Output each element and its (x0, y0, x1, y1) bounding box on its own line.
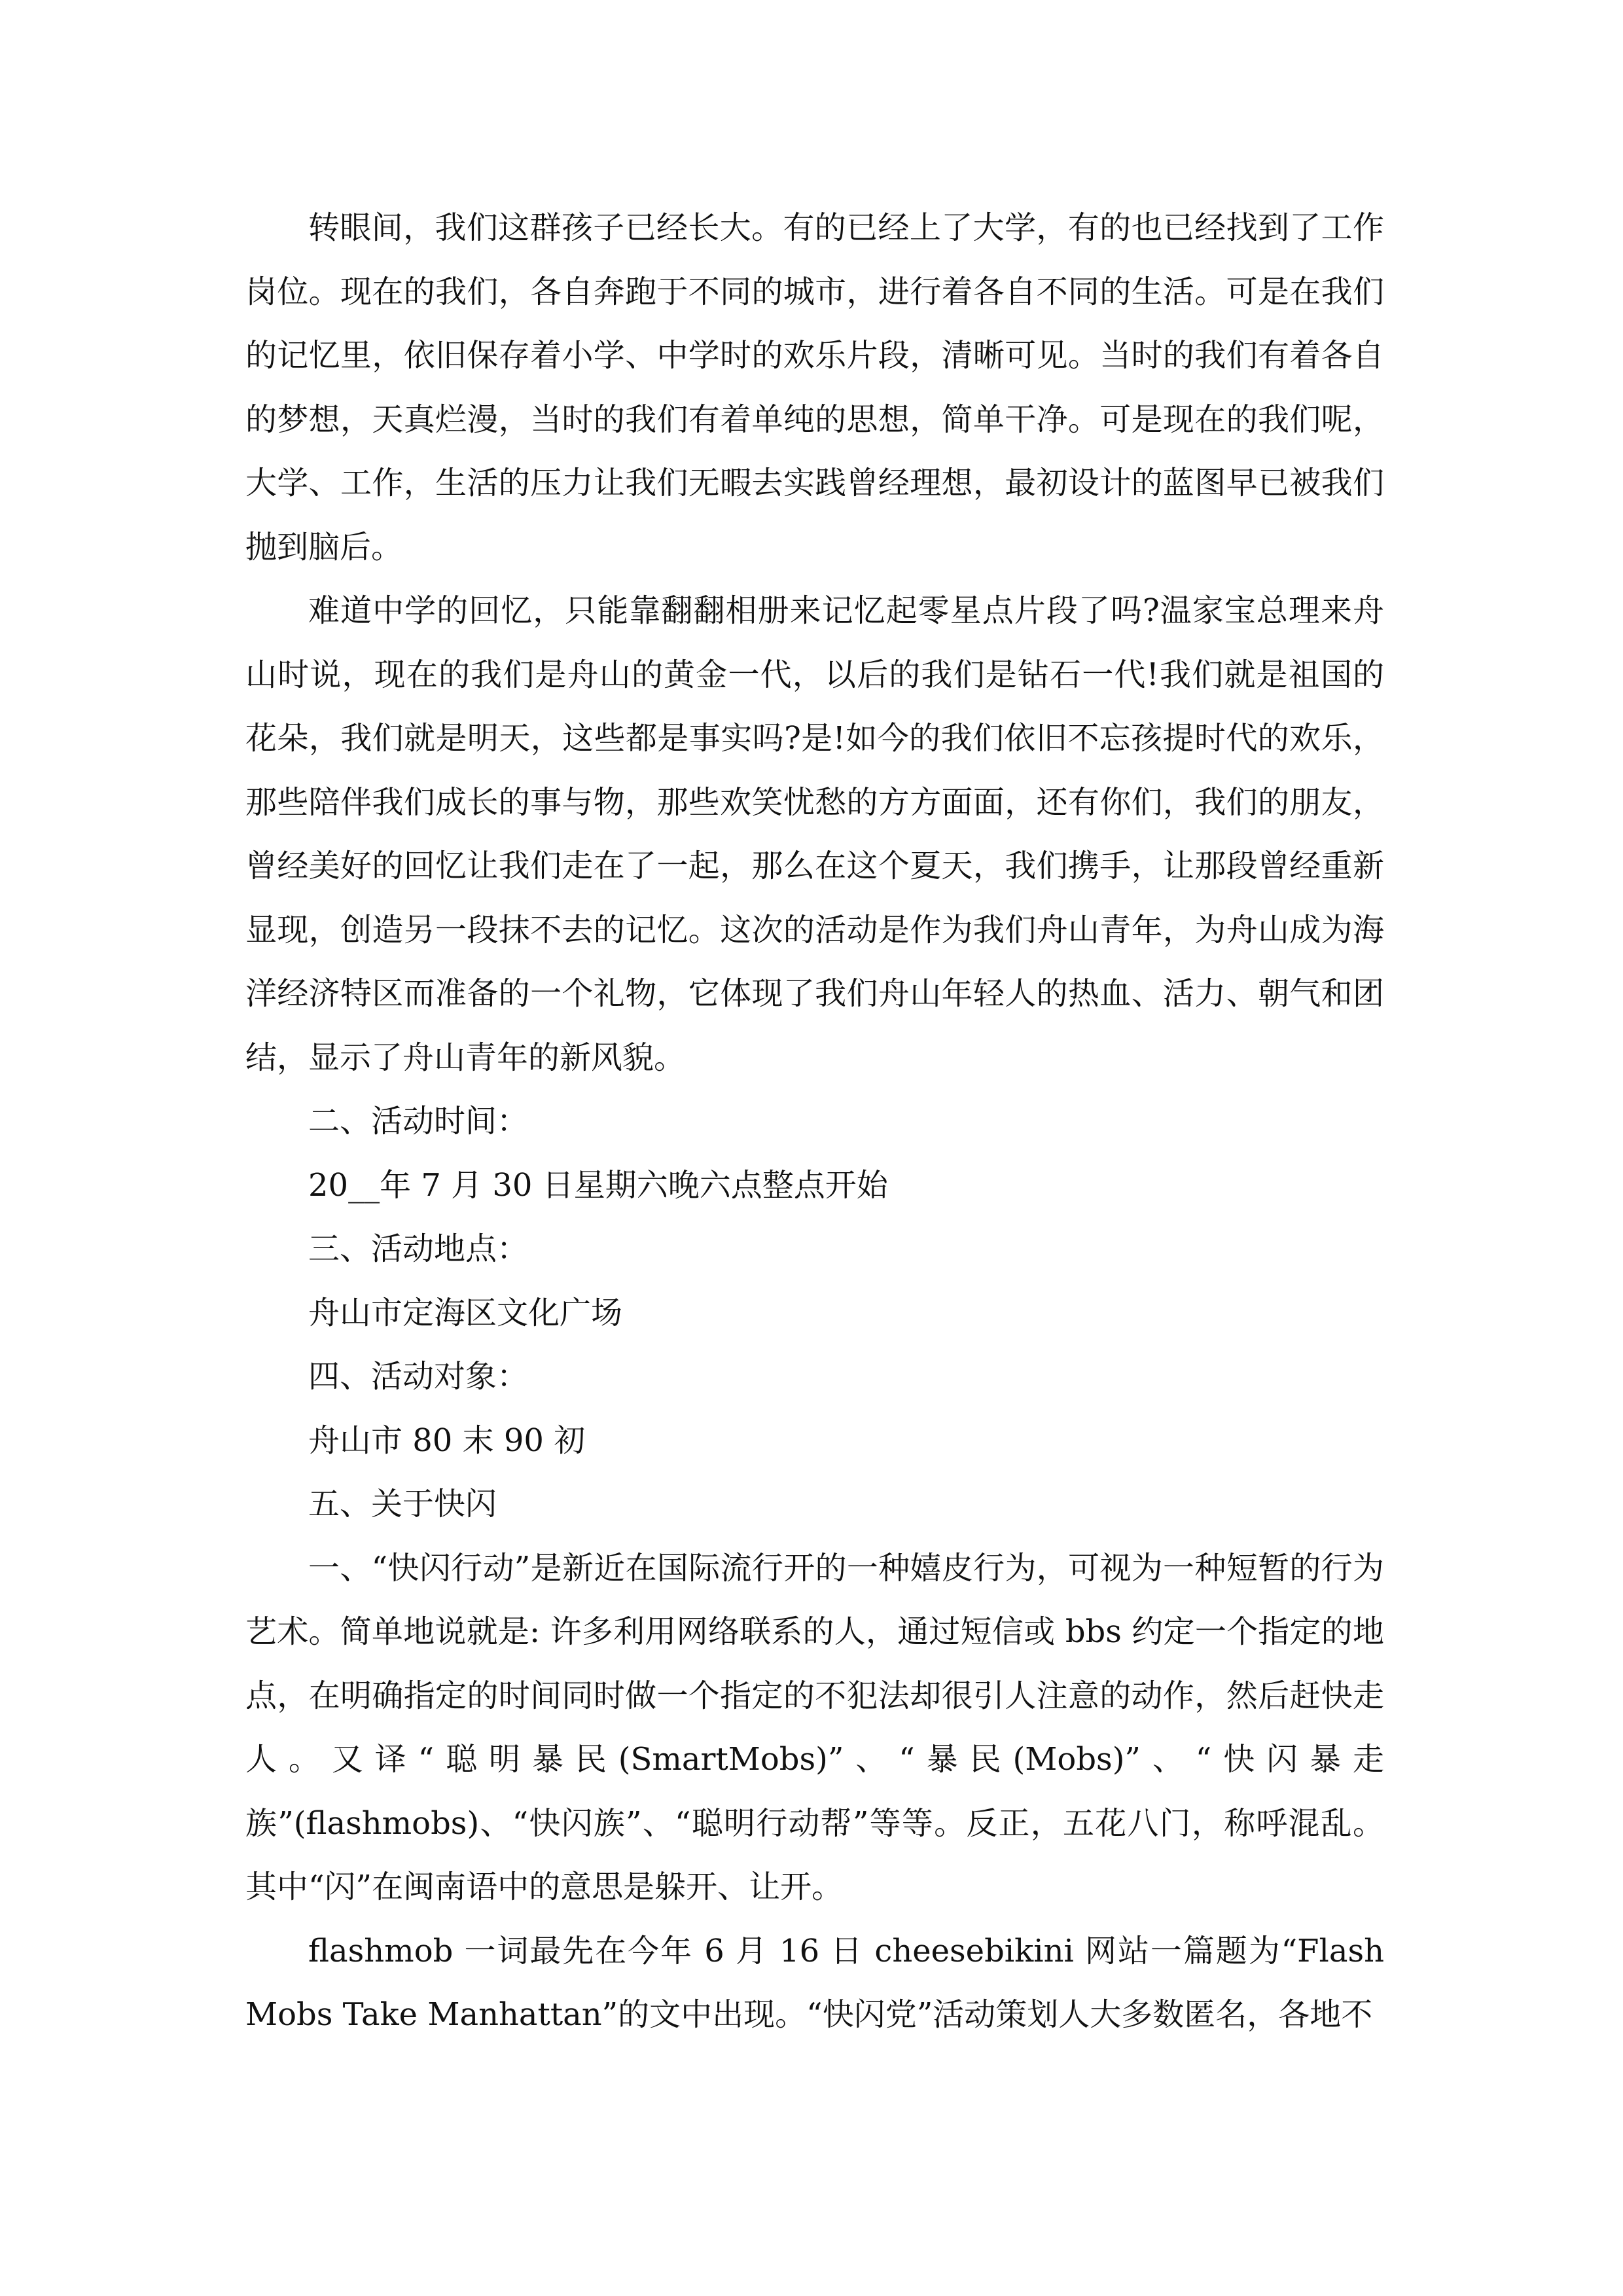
heading-about-flashmob: 五、关于快闪 (308, 1486, 497, 1522)
heading-activity-time: 二、活动时间： (308, 1103, 529, 1139)
paragraph-intro: 转眼间，我们这群孩子已经长大。有的已经上了大学，有的也已经找到了工作岗位。现在的我们，各自奔跑于不同的城市，进行着各自不同的生活。可是在我们的记忆里，依旧保存着小学、中学时的欢乐片段，清晰可见。当时的我们有着各自的梦想，天真烂漫，当时的我们有着单纯的思想，简单干净。可是现在的我们呢，大学、工作，生活的压力让我们无暇去实践曾经理想，最初设计的蓝图早已被我们抛到脑后。 (245, 209, 1384, 565)
activity-location-value: 舟山市定海区文化广场 (308, 1294, 623, 1331)
heading-activity-location: 三、活动地点： (308, 1230, 529, 1267)
document-body (245, 196, 1384, 2047)
paragraph-memories: 难道中学的回忆，只能靠翻翻相册来记忆起零星点片段了吗?温家宝总理来舟山时说，现在的我们是舟山的黄金一代，以后的我们是钻石一代!我们就是祖国的花朵，我们就是明天，这些都是事实吗?是!如今的我们依旧不忘孩提时代的欢乐，那些陪伴我们成长的事与物，那些欢笑忧愁的方方面面，还有你们，我们的朋友，曾经美好的回忆让我们走在了一起，那么在这个夏天，我们携手，让那段曾经重新显现，创造另一段抹不去的记忆。这次的活动是作为我们舟山青年，为舟山成为海洋经济特区而准备的一个礼物，它体现了我们舟山年轻人的热血、活力、朝气和团结，显示了舟山青年的新风貌。 (245, 592, 1384, 1076)
heading-activity-audience: 四、活动对象： (308, 1358, 529, 1395)
paragraph-flashmob-definition: 一、“快闪行动”是新近在国际流行开的一种嬉皮行为，可视为一种短暂的行为艺术。简单地说就是: 许多利用网络联系的人，通过短信或 bbs 约定一个指定的地点，在明确指定的时间同时做一个指定的不犯法却很引人注意的动作，然后赶快走人。又译“聪明暴民(SmartMobs)”、“暴民(Mobs)”、“快闪暴走族”(flashmobs)、“快闪族”、“聪明行动帮”等等。反正，五花八门，称呼混乱。其中“闪”在闽南语中的意思是躲开、让开。 (245, 1549, 1384, 1905)
paragraph-flashmob-origin: flashmob 一词最先在今年 6 月 16 日 cheesebikini 网站一篇题为“Flash Mobs Take Manhattan”的文中出现。“快闪党”活动策划人大多数匿名，各地不 (245, 1932, 1384, 2033)
activity-audience-value: 舟山市 80 末 90 初 (308, 1422, 586, 1459)
activity-time-value: 20__年 7 月 30 日星期六晚六点整点开始 (308, 1166, 888, 1204)
